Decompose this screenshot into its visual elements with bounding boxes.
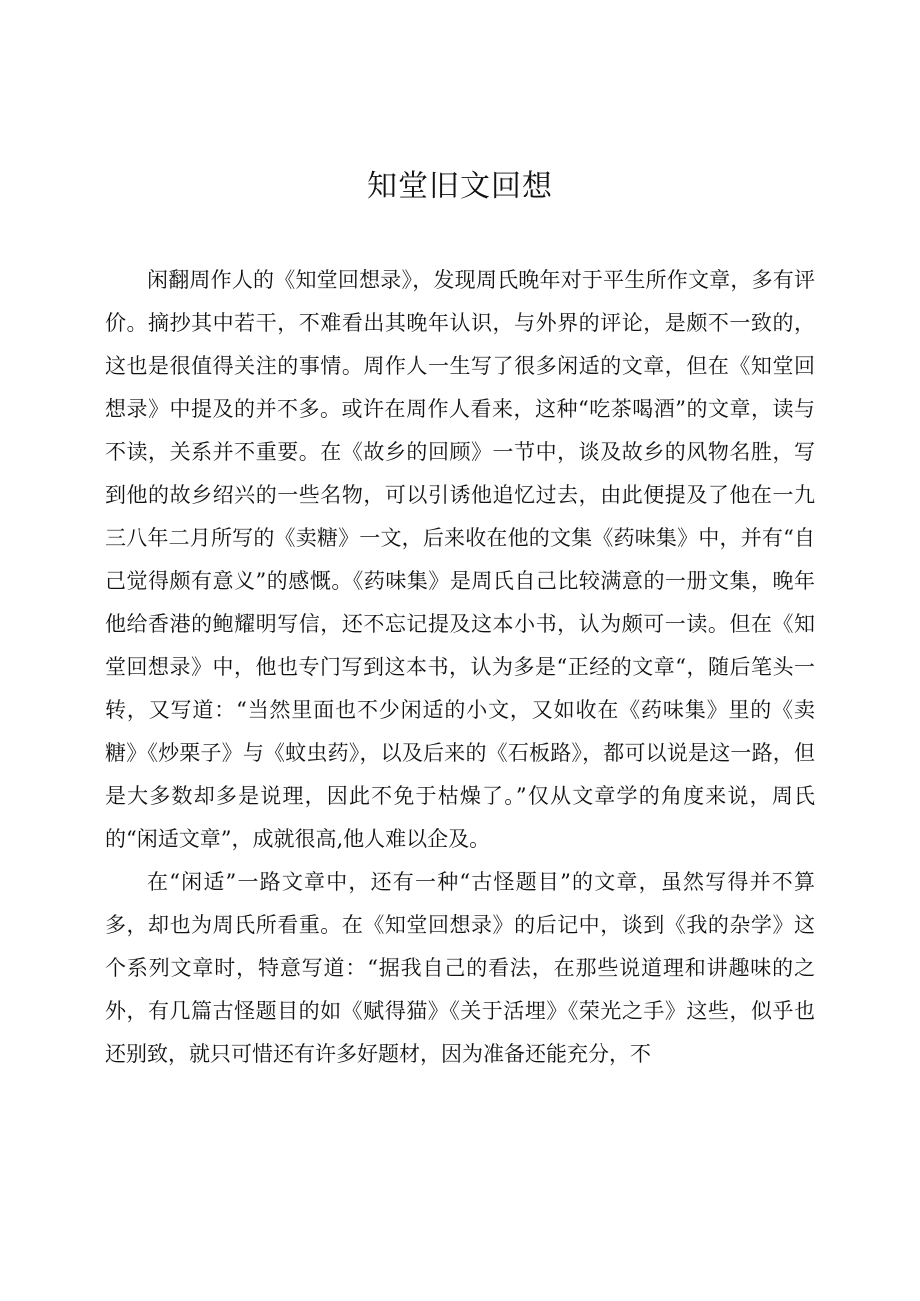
paragraph-2: 在“闲适”一路文章中，还有一种“古怪题目”的文章，虽然写得并不算多，却也为周氏所看重。在《知堂回想录》的后记中，谈到《我的杂学》这个系列文章时，特意写道：“据我自己的看法，在那些说道理和讲趣味的之外，有几篇古怪题目的如《赋得猫》《关于活埋》《荣光之手》这些，似乎也还别致，就只可惜还有许多好题材，因为准备还能充分，不 [105,870,815,1066]
document-title: 知堂旧文回想 [367,169,553,204]
document-body [105,259,815,1076]
paragraph-1: 闲翻周作人的《知堂回想录》，发现周氏晚年对于平生所作文章，多有评价。摘抄其中若干，不难看出其晚年认识，与外界的评论，是颇不一致的，这也是很值得关注的事情。周作人一生写了很多闲适的文章，但在《知堂回想录》中提及的并不多。或许在周作人看来，这种“吃茶喝酒”的文章，读与不读，关系并不重要。在《故乡的回顾》一节中，谈及故乡的风物名胜，写到他的故乡绍兴的一些名物，可以引诱他追忆过去，由此便提及了他在一九三八年二月所写的《卖糖》一文，后来收在他的文集《药味集》中，并有“自己觉得颇有意义”的感慨。《药味集》是周氏自己比较满意的一册文集，晚年他给香港的鲍耀明写信，还不忘记提及这本小书，认为颇可一读。但在《知堂回想录》中，他也专门写到这本书，认为多是“正经的文章“，随后笔头一转，又写道：“当然里面也不少闲适的小文，又如收在《药味集》里的《卖糖》《炒栗子》与《蚊虫药》，以及后来的《石板路》，都可以说是这一路，但是大多数却多是说理，因此不免于枯燥了。”仅从文章学的角度来说，周氏的“闲适文章”，成就很高,他人难以企及。 [105,268,815,851]
